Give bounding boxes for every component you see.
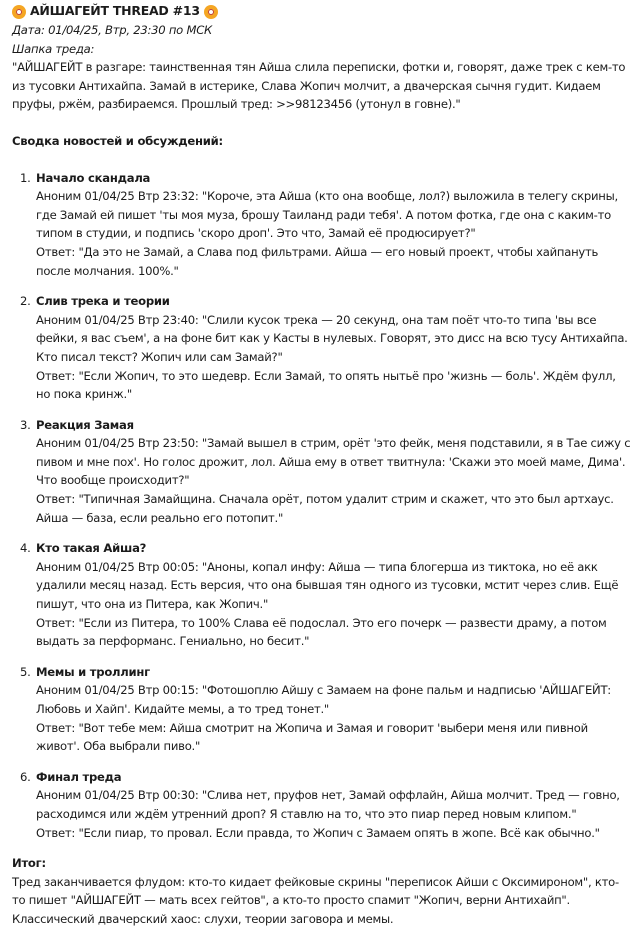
news-item [34,539,631,651]
summary-title: Сводка новостей и обсуждений: [12,133,223,148]
thread-cap-label: Шапка треда: [12,41,95,56]
conclusion-text: Тред заканчивается флудом: кто-то кидает фейковые скрины "переписок Айши с Оксимироном", кто-то пишет "АЙШАГЕЙТ — мать всех гейтов", а кто-то просто спамит "Жопич, верни Антихайп". Классический двачерский хаос: слухи, теории заговора и мемы. [12,874,619,926]
radioactive-icon [12,5,26,19]
news-item-reply: Ответ: "Если Жопич, то это шедевр. Если Замай, то опять нытьё про 'жизнь — боль'. Ждём фулл, но пока кринж." [36,368,616,402]
news-item-post: Аноним 01/04/25 Втр 00:30: "Слива нет, пруфов нет, Замай оффлайн, Айша молчит. Тред — говно, расходимся или ждём утренний дроп? Я ставлю на то, что это пиар перед новым клипом." [36,788,620,821]
news-item-title: 3. Реакция Замая [36,417,134,432]
news-item-post: Аноним 01/04/25 Втр 23:50: "Замай вышел в стрим, орёт 'это фейк, меня подставили, я в Тае сижу с пивом и мне пох'. Но голос дрожит, лол. Айша ему в ответ твитнула: 'Скажи это моей маме, Дима'. Что вообще происходит?" [36,436,631,488]
news-item [34,768,631,842]
news-list [12,169,631,843]
news-item-post: Аноним 01/04/25 Втр 00:05: "Аноны, копал инфу: Айша — типа блогерша из тиктока, но её акк удалили месяц назад. Есть версия, что она бывшая тян одного из тусовки, мстит через слив. Ещё пишут, что она из Питера, как Жопич." [36,559,619,612]
news-item-reply: Ответ: "Если из Питера, то 100% Слава её подослал. Это его почерк — развести драму, а потом выдать за перформанс. Гениально, но бесит." [36,615,607,649]
news-item-reply: Ответ: "Вот тебе мем: Айша смотрит на Жопича и Замая и говорит 'выбери меня или пивной живот'. Оба выбрали пиво." [36,720,588,754]
news-item [34,292,631,404]
news-item [34,663,631,756]
news-item-reply: Ответ: "Да это не Замай, а Слава под фильтрами. Айша — его новый проект, чтобы хайпануть после молчания. 100%." [36,244,599,278]
thread-title-text: АЙШАГЕЙТ THREAD #13 [30,3,200,19]
news-item-reply: Ответ: "Типичная Замайщина. Сначала орёт, потом удалит стрим и скажет, что это был артхаус. Айша — база, если реально его потопит." [36,492,614,525]
news-item [34,416,631,528]
radioactive-icon [204,5,218,19]
conclusion-title: Итог: [12,856,46,871]
news-item-title: 4. Кто такая Айша? [36,541,147,556]
news-item-title: 5. Мемы и троллинг [36,664,150,679]
news-item-title: 2. Слив трека и теории [36,294,170,309]
news-item-post: Аноним 01/04/25 Втр 23:40: "Слили кусок трека — 20 секунд, она там поёт что-то типа 'вы все фейки, я вас съем', а на фоне бит как у Касты в нулевых. Говорят, это дисс на всю тусу Антихайпа. Кто писал текст? Жопич или сам Замай?" [36,312,628,364]
thread-cap-text: "АЙШАГЕЙТ в разгаре: таинственная тян Айша слила переписки, фотки и, говорят, даже трек с кем-то из тусовки Антихайпа. Замай в истерике, Слава Жопич молчит, а двачерская сычня гудит. Кидаем пруфы, ржём, разбираемся. Прошлый тред: >>98123456 (утонул в говне)." [12,60,626,112]
news-item-title: 6. Финал треда [36,769,122,784]
news-item-post: Аноним 01/04/25 Втр 00:15: "Фотошоплю Айшу с Замаем на фоне пальм и надписью 'АЙШАГЕЙТ: Любовь и Хайп'. Кидайте мемы, а то тред тонет." [36,683,611,716]
thread-date: Дата: 01/04/25, Втр, 23:30 по МСК [12,23,213,37]
news-item-title: 1. Начало скандала [36,170,151,185]
thread-title [12,2,631,21]
news-item [34,169,631,281]
news-item-post: Аноним 01/04/25 Втр 23:32: "Короче, эта Айша (кто она вообще, лол?) выложила в телегу скрины, где Замай ей пишет 'ты моя муза, брошу Таиланд ради тебя'. А потом фотка, где она с каким-то типом в студии, и подпись 'скоро дроп'. Это что, Замай её продюсирует?" [36,189,618,241]
news-item-reply: Ответ: "Если пиар, то провал. Если правда, то Жопич с Замаем опять в жопе. Всё как обычно." [36,825,600,840]
